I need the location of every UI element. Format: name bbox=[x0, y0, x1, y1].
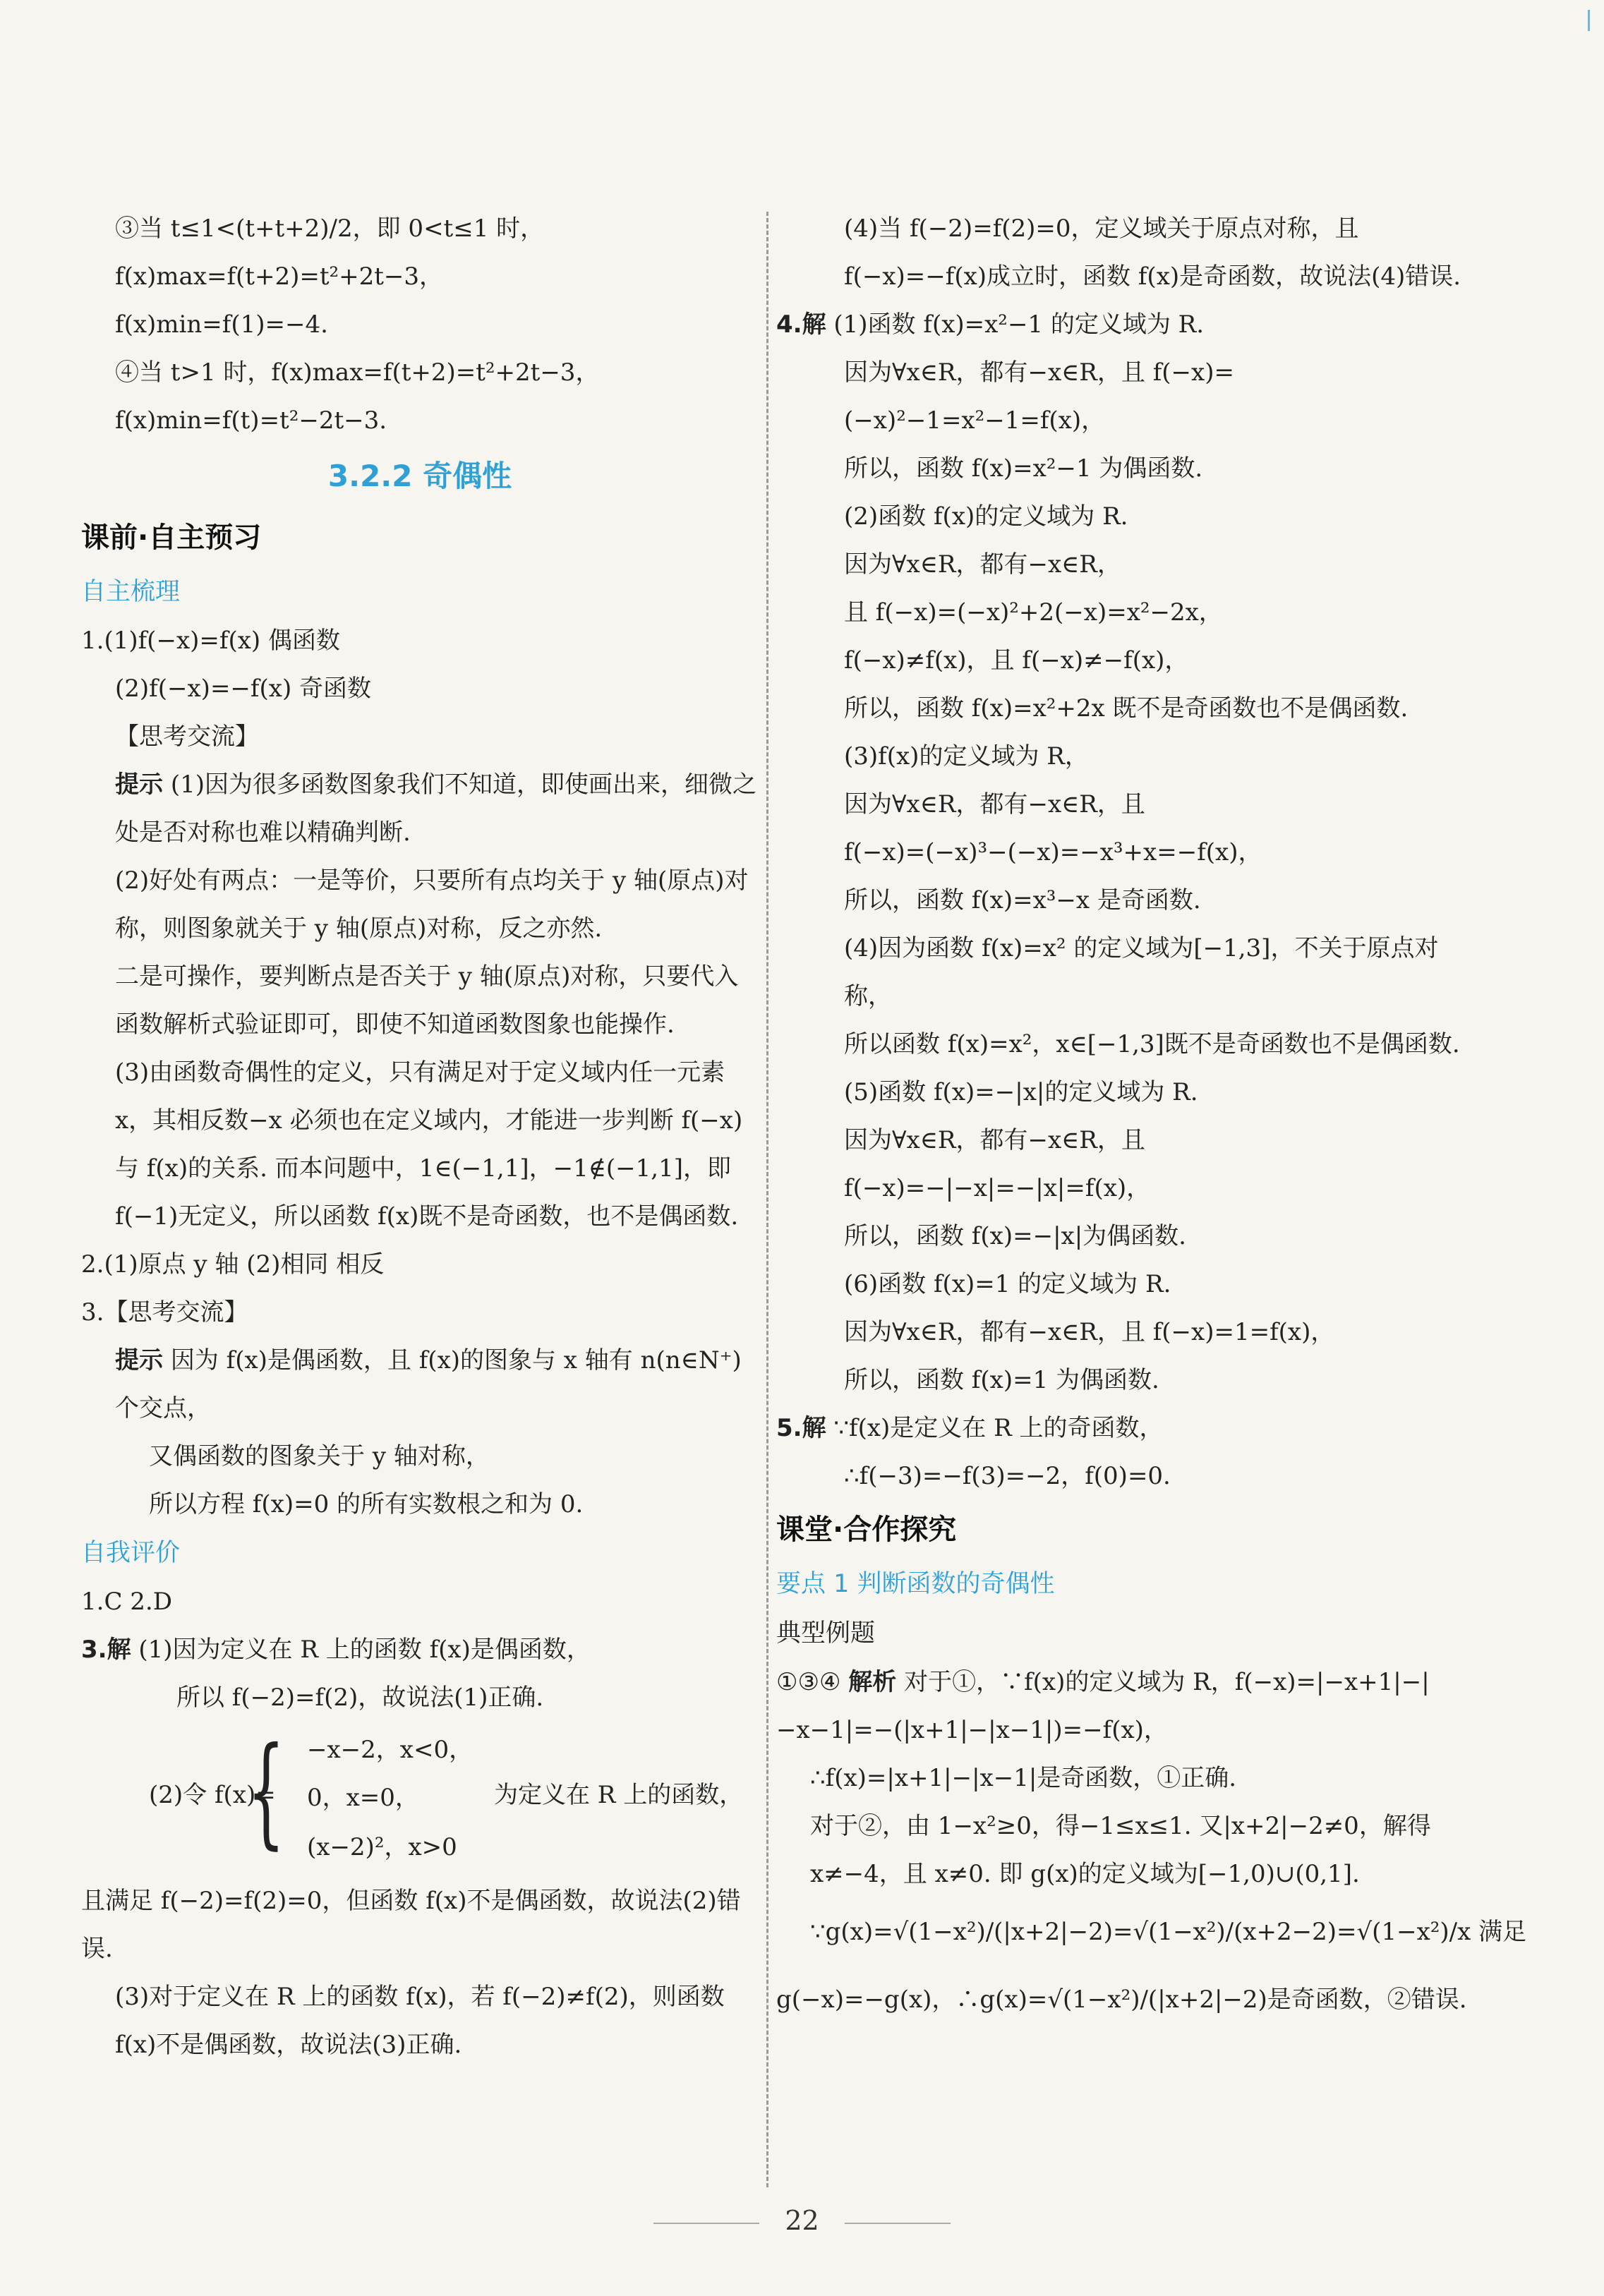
example-title: 典型例题 bbox=[776, 1619, 876, 1648]
case-3: (x−2)²，x>0 bbox=[307, 1833, 457, 1861]
q4-line bbox=[776, 301, 1482, 349]
right-column bbox=[776, 205, 1527, 2034]
column-divider bbox=[766, 212, 770, 2187]
page-footer bbox=[0, 2205, 1604, 2236]
item2: 2.(1)原点 y 轴 (2)相同 相反 bbox=[81, 1250, 385, 1279]
q4-line: 所以，函数 f(x)=1 为偶函数. bbox=[844, 1366, 1159, 1394]
q4-text: (1)函数 f(x)=x²−1 的定义域为 R. bbox=[833, 310, 1205, 339]
hint-text: 因为 f(x)是偶函数，且 f(x)的图象与 x 轴有 n(n∈N⁺)个交点， bbox=[115, 1346, 742, 1422]
footer-rule bbox=[653, 2223, 759, 2224]
q4-line: (5)函数 f(x)=−|x|的定义域为 R. bbox=[844, 1078, 1198, 1106]
q3-line2: 所以 f(−2)=f(2)，故说法(1)正确. bbox=[176, 1684, 544, 1712]
page-number: 22 bbox=[785, 2205, 819, 2236]
example-line: 对于②，由 1−x²≥0，得−1≤x≤1. 又|x+2|−2≠0，解得 x≠−4，且 x≠0. 即 g(x)的定义域为[−1,0)∪(0,1]. bbox=[810, 1812, 1431, 1888]
corner-mark bbox=[1588, 10, 1590, 31]
item1-line2: (2)f(−x)=−f(x) 奇函数 bbox=[115, 675, 372, 703]
example-fraction-line: ∵g(x)=√(1−x²)/(|x+2|−2)=√(1−x²)/(x+2−2)=√(1−x²)/x 满足 bbox=[810, 1918, 1527, 1946]
q4-line: 因为∀x∈R，都有−x∈R，且 f(−x)=(−x)²−1=x²−1=f(x)， bbox=[844, 358, 1234, 435]
case-2: 0，x=0， bbox=[307, 1784, 419, 1812]
q4-label: 4.解 bbox=[776, 310, 826, 339]
q4-line: 因为∀x∈R，都有−x∈R，且 bbox=[844, 1126, 1145, 1154]
hint-label: 提示 bbox=[115, 1346, 163, 1374]
hint-paragraph: (3)由函数奇偶性的定义，只有满足对于定义域内任一元素 x，其相反数−x 必须也在定义域内，才能进一步判断 f(−x)与 f(x)的关系. 而本问题中，1∈(−1,1]，−1∉(−1,1]，即 f(−1)无定义，所以函数 f(x)既不是奇函数，也不是偶函数. bbox=[115, 1058, 743, 1231]
example-answer: ①③④ bbox=[776, 1668, 841, 1696]
q4-line: 所以，函数 f(x)=x³−x 是奇函数. bbox=[844, 886, 1201, 914]
q4-line: (2)函数 f(x)的定义域为 R. bbox=[844, 502, 1128, 531]
q3-text: (1)因为定义在 R 上的函数 f(x)是偶函数， bbox=[138, 1636, 591, 1664]
q4-line: (3)f(x)的定义域为 R， bbox=[844, 742, 1089, 771]
q5-text: ∵f(x)是定义在 R 上的奇函数， bbox=[833, 1414, 1164, 1442]
q3-label: 3.解 bbox=[81, 1636, 131, 1664]
q5-line1 bbox=[776, 1404, 1482, 1452]
text-line: f(x)max=f(t+2)=t²+2t−3， bbox=[115, 262, 444, 291]
piece-suffix: 为定义在 R 上的函数， bbox=[494, 1781, 744, 1809]
q4-line: f(−x)=−|−x|=−|x|=f(x)， bbox=[844, 1174, 1151, 1202]
q4-line: 所以，函数 f(x)=x²−1 为偶函数. bbox=[844, 454, 1203, 483]
q4-line: 因为∀x∈R，都有−x∈R，且 bbox=[844, 790, 1145, 818]
hint-label: 提示 bbox=[115, 771, 163, 799]
text-line: ④当 t>1 时，f(x)max=f(t+2)=t²+2t−3， bbox=[115, 358, 600, 387]
q4-line: (4)因为函数 f(x)=x² 的定义域为[−1,3]，不关于原点对称， bbox=[844, 934, 1439, 1010]
item3-line3: 所以方程 f(x)=0 的所有实数根之和为 0. bbox=[149, 1490, 584, 1518]
piece-prefix: (2)令 f(x)= bbox=[149, 1781, 276, 1809]
hint-paragraph bbox=[81, 761, 759, 857]
brace-icon: { bbox=[247, 1722, 286, 1861]
analysis-label: 解析 bbox=[848, 1668, 897, 1696]
self-sort-title: 自主梳理 bbox=[81, 578, 181, 606]
example-fraction-line: g(−x)=−g(x)，∴g(x)=√(1−x²)/(|x+2|−2)是奇函数，②错误. bbox=[776, 1986, 1467, 2014]
self-eval-title: 自我评价 bbox=[81, 1539, 181, 1567]
item3-label: 3.【思考交流】 bbox=[81, 1298, 248, 1327]
q3-p3: 且满足 f(−2)=f(2)=0，但函数 f(x)不是偶函数，故说法(2)错误. bbox=[81, 1887, 741, 1963]
q5-line2: ∴f(−3)=−f(3)=−2，f(0)=0. bbox=[844, 1462, 1171, 1490]
hint-paragraph: 二是可操作，要判断点是否关于 y 轴(原点)对称，只要代入函数解析式验证即可，即使不知道函数图象也能操作. bbox=[115, 962, 739, 1039]
left-column bbox=[81, 205, 759, 2069]
q4-line: 且 f(−x)=(−x)²+2(−x)=x²−2x， bbox=[844, 598, 1223, 627]
footer-rule bbox=[845, 2223, 951, 2224]
hint-text: (1)因为很多函数图象我们不知道，即使画出来，细微之处是否对称也难以精确判断. bbox=[115, 771, 756, 847]
think-label: 【思考交流】 bbox=[115, 723, 259, 751]
q4-line: 因为∀x∈R，都有−x∈R，且 f(−x)=1=f(x)， bbox=[844, 1318, 1335, 1346]
example-paragraph bbox=[776, 1658, 1482, 1754]
pre-class-title: 课前·自主预习 bbox=[81, 521, 262, 554]
piecewise-function bbox=[81, 1722, 759, 1877]
q4-line: f(−x)≠f(x)，且 f(−x)≠−f(x)， bbox=[844, 646, 1189, 675]
class-title: 课堂·合作探究 bbox=[776, 1513, 957, 1546]
q3-cont: (4)当 f(−2)=f(2)=0，定义域关于原点对称，且 f(−x)=−f(x)成立时，函数 f(x)是奇函数，故说法(4)错误. bbox=[844, 215, 1461, 291]
q3-p4: (3)对于定义在 R 上的函数 f(x)，若 f(−2)≠f(2)，则函数 f(x)不是偶函数，故说法(3)正确. bbox=[115, 1983, 725, 2059]
q3-line1 bbox=[81, 1626, 759, 1674]
item3-hint bbox=[81, 1336, 759, 1432]
text-line: f(x)min=f(t)=t²−2t−3. bbox=[115, 406, 387, 435]
item1-line1: 1.(1)f(−x)=f(x) 偶函数 bbox=[81, 627, 340, 655]
case-1: −x−2，x<0， bbox=[307, 1736, 474, 1764]
hint-paragraph: (2)好处有两点：一是等价，只要所有点均关于 y 轴(原点)对称，则图象就关于 y 轴(原点)对称，反之亦然. bbox=[115, 866, 749, 943]
example-text: 对于①，∵f(x)的定义域为 R，f(−x)=|−x+1|−|−x−1|=−(|x+1|−|x−1|)=−f(x)， bbox=[776, 1668, 1430, 1744]
text-line: ③当 t≤1<(t+t+2)/2，即 0<t≤1 时， bbox=[115, 215, 545, 243]
q4-line: (6)函数 f(x)=1 的定义域为 R. bbox=[844, 1270, 1171, 1298]
text-line: f(x)min=f(1)=−4. bbox=[115, 310, 328, 339]
q4-line: 所以函数 f(x)=x²，x∈[−1,3]既不是奇函数也不是偶函数. bbox=[844, 1030, 1460, 1058]
q4-line: 因为∀x∈R，都有−x∈R， bbox=[844, 550, 1121, 579]
answers: 1.C 2.D bbox=[81, 1588, 172, 1616]
q4-line: f(−x)=(−x)³−(−x)=−x³+x=−f(x)， bbox=[844, 838, 1262, 866]
item3-line2: 又偶函数的图象关于 y 轴对称， bbox=[149, 1442, 490, 1470]
q4-line: 所以，函数 f(x)=x²+2x 既不是奇函数也不是偶函数. bbox=[844, 694, 1409, 723]
example-line: ∴f(x)=|x+1|−|x−1|是奇函数，①正确. bbox=[810, 1764, 1237, 1792]
point1-title: 要点 1 判断函数的奇偶性 bbox=[776, 1570, 1055, 1598]
q5-label: 5.解 bbox=[776, 1414, 826, 1442]
section-title: 3.2.2 奇偶性 bbox=[327, 459, 512, 493]
q4-line: 所以，函数 f(x)=−|x|为偶函数. bbox=[844, 1222, 1186, 1250]
